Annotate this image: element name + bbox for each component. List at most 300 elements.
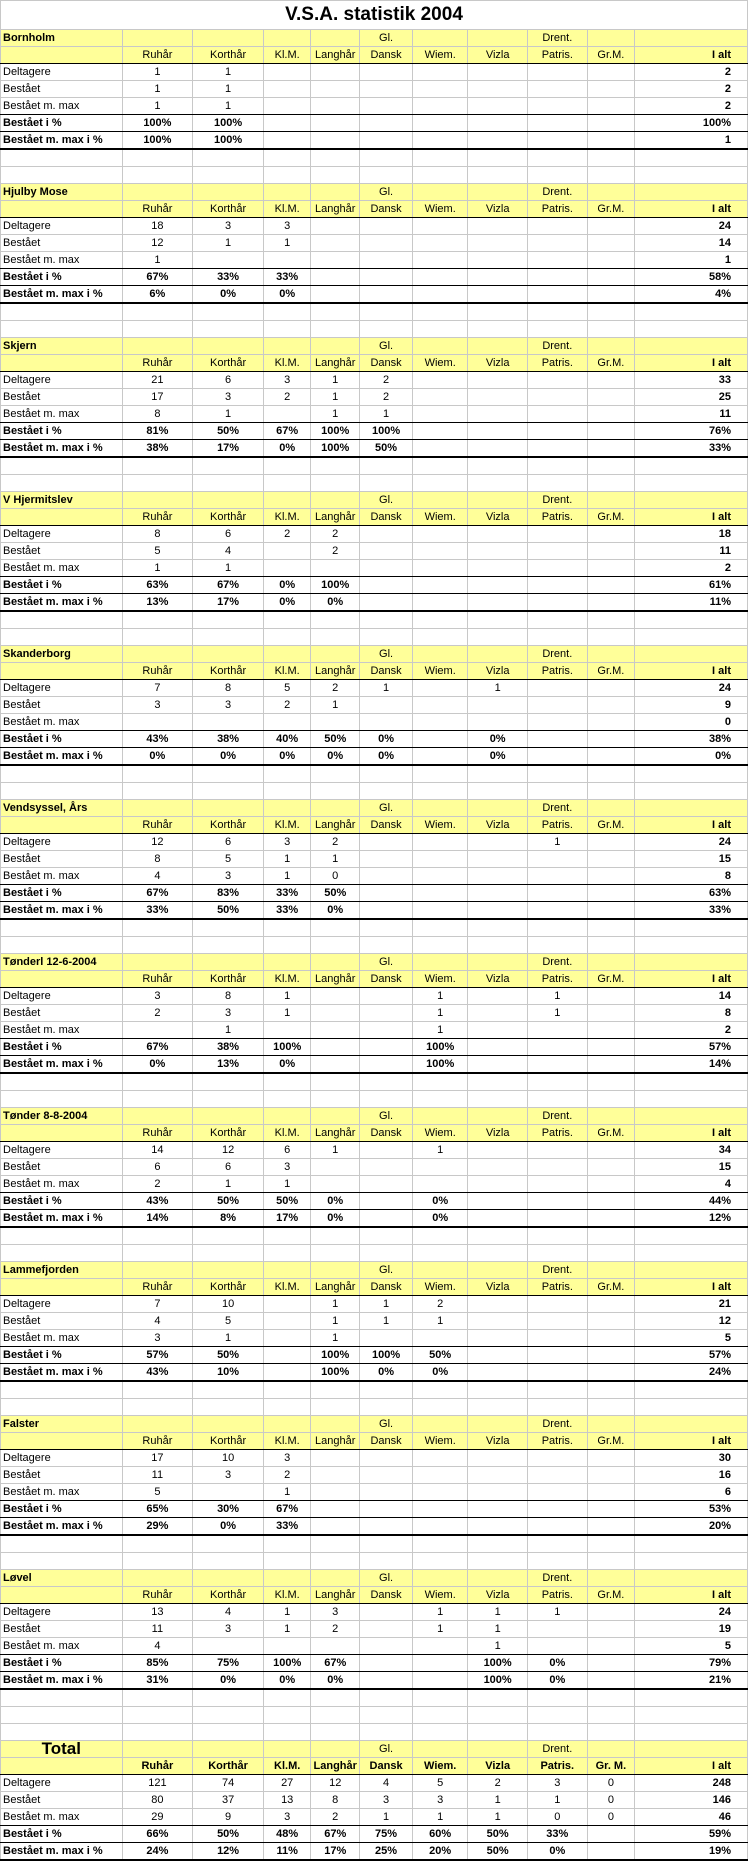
row-label[interactable]: Bestået (1, 1159, 123, 1176)
value-cell[interactable]: 1 (413, 1005, 468, 1022)
empty-cell[interactable] (1, 1689, 123, 1707)
empty-cell[interactable] (527, 919, 587, 937)
value-cell[interactable] (413, 868, 468, 885)
column-header-top[interactable] (122, 800, 193, 817)
column-header-top[interactable] (122, 1262, 193, 1279)
column-header[interactable]: Patris. (527, 817, 587, 834)
value-cell[interactable] (527, 714, 587, 731)
column-header[interactable]: Vizla (468, 201, 528, 218)
value-cell[interactable]: 0% (263, 440, 311, 458)
value-cell[interactable]: 63% (635, 885, 748, 902)
value-cell[interactable] (587, 697, 635, 714)
column-header[interactable]: I alt (635, 1279, 748, 1296)
value-cell[interactable]: 81% (122, 423, 193, 440)
empty-cell[interactable] (587, 475, 635, 492)
value-cell[interactable]: 33 (635, 372, 748, 389)
empty-cell[interactable] (635, 629, 748, 646)
value-cell[interactable] (468, 1501, 528, 1518)
column-header-top[interactable]: Gl. (360, 492, 413, 509)
column-header-top[interactable] (193, 646, 264, 663)
column-header-top[interactable] (193, 800, 264, 817)
value-cell[interactable]: 50% (193, 1347, 264, 1364)
value-cell[interactable] (468, 81, 528, 98)
value-cell[interactable] (587, 98, 635, 115)
empty-cell[interactable] (413, 149, 468, 167)
value-cell[interactable]: 4% (635, 286, 748, 304)
column-header[interactable]: Ruhår (122, 971, 193, 988)
empty-cell[interactable] (360, 167, 413, 184)
column-header[interactable]: Vizla (468, 971, 528, 988)
value-cell[interactable] (311, 1467, 360, 1484)
value-cell[interactable] (468, 714, 528, 731)
empty-cell[interactable] (360, 1399, 413, 1416)
value-cell[interactable] (468, 868, 528, 885)
empty-cell[interactable] (263, 475, 311, 492)
empty-cell[interactable] (193, 1399, 264, 1416)
value-cell[interactable] (263, 1638, 311, 1655)
value-cell[interactable] (527, 1501, 587, 1518)
empty-cell[interactable] (263, 1073, 311, 1091)
column-header-top[interactable] (413, 646, 468, 663)
empty-cell[interactable] (1, 1399, 123, 1416)
empty-cell[interactable] (122, 937, 193, 954)
value-cell[interactable] (527, 1296, 587, 1313)
column-header[interactable]: Wiem. (413, 1587, 468, 1604)
value-cell[interactable] (122, 714, 193, 731)
column-header-top[interactable]: Drent. (527, 954, 587, 971)
column-header[interactable]: Vizla (468, 1758, 528, 1775)
column-header-top[interactable]: Drent. (527, 338, 587, 355)
value-cell[interactable] (413, 697, 468, 714)
empty-cell[interactable] (527, 1381, 587, 1399)
column-header[interactable]: I alt (635, 355, 748, 372)
value-cell[interactable]: 30 (635, 1450, 748, 1467)
column-header-top[interactable] (263, 492, 311, 509)
value-cell[interactable] (360, 1193, 413, 1210)
value-cell[interactable]: 100% (360, 1347, 413, 1364)
value-cell[interactable]: 80 (122, 1792, 193, 1809)
empty-header-cell[interactable] (1, 355, 123, 372)
value-cell[interactable] (527, 868, 587, 885)
column-header-top[interactable] (311, 184, 360, 201)
value-cell[interactable] (360, 1484, 413, 1501)
value-cell[interactable]: 1 (193, 235, 264, 252)
value-cell[interactable]: 1 (263, 235, 311, 252)
value-cell[interactable] (468, 1039, 528, 1056)
value-cell[interactable]: 1 (311, 372, 360, 389)
value-cell[interactable] (360, 1022, 413, 1039)
column-header-top[interactable] (263, 184, 311, 201)
empty-cell[interactable] (635, 303, 748, 321)
value-cell[interactable] (468, 1467, 528, 1484)
value-cell[interactable]: 43% (122, 731, 193, 748)
empty-header-cell[interactable] (1, 201, 123, 218)
row-label[interactable]: Bestået (1, 851, 123, 868)
empty-cell[interactable] (413, 611, 468, 629)
column-header[interactable]: Gr.M. (587, 47, 635, 64)
value-cell[interactable] (527, 1056, 587, 1074)
empty-cell[interactable] (587, 937, 635, 954)
empty-cell[interactable] (193, 765, 264, 783)
value-cell[interactable] (413, 440, 468, 458)
value-cell[interactable] (193, 252, 264, 269)
value-cell[interactable] (360, 885, 413, 902)
value-cell[interactable]: 1 (413, 988, 468, 1005)
value-cell[interactable] (587, 1467, 635, 1484)
empty-cell[interactable] (122, 1724, 193, 1741)
empty-cell[interactable] (263, 919, 311, 937)
value-cell[interactable] (413, 851, 468, 868)
column-header[interactable]: Langhår (311, 201, 360, 218)
empty-cell[interactable] (360, 303, 413, 321)
row-label[interactable]: Bestået m. max (1, 868, 123, 885)
empty-cell[interactable] (263, 1381, 311, 1399)
empty-cell[interactable] (311, 1724, 360, 1741)
empty-cell[interactable] (122, 629, 193, 646)
empty-cell[interactable] (263, 1724, 311, 1741)
value-cell[interactable] (468, 64, 528, 81)
value-cell[interactable]: 100% (311, 440, 360, 458)
value-cell[interactable] (527, 286, 587, 304)
empty-cell[interactable] (468, 1535, 528, 1553)
column-header[interactable]: Patris. (527, 663, 587, 680)
value-cell[interactable]: 1 (468, 1809, 528, 1826)
value-cell[interactable]: 63% (122, 577, 193, 594)
value-cell[interactable]: 16 (635, 1467, 748, 1484)
column-header[interactable]: Langhår (311, 971, 360, 988)
value-cell[interactable]: 12 (122, 235, 193, 252)
empty-cell[interactable] (360, 783, 413, 800)
column-header-top[interactable] (587, 1416, 635, 1433)
empty-cell[interactable] (468, 919, 528, 937)
empty-cell[interactable] (193, 611, 264, 629)
empty-cell[interactable] (193, 1381, 264, 1399)
value-cell[interactable]: 3 (193, 697, 264, 714)
empty-header-cell[interactable] (1, 509, 123, 526)
section-name[interactable]: Lammefjorden (1, 1262, 123, 1279)
column-header-top[interactable] (413, 1416, 468, 1433)
value-cell[interactable]: 18 (635, 526, 748, 543)
row-label[interactable]: Bestået i % (1, 731, 123, 748)
column-header-top[interactable]: Drent. (527, 492, 587, 509)
value-cell[interactable]: 14 (635, 235, 748, 252)
value-cell[interactable]: 0% (360, 731, 413, 748)
value-cell[interactable]: 6% (122, 286, 193, 304)
empty-cell[interactable] (122, 1381, 193, 1399)
column-header[interactable]: Kl.M. (263, 355, 311, 372)
column-header-top[interactable] (635, 1741, 748, 1758)
empty-cell[interactable] (587, 149, 635, 167)
row-label[interactable]: Deltagere (1, 372, 123, 389)
value-cell[interactable]: 17% (193, 594, 264, 612)
empty-cell[interactable] (193, 303, 264, 321)
value-cell[interactable]: 1 (360, 1296, 413, 1313)
column-header[interactable]: Wiem. (413, 201, 468, 218)
value-cell[interactable] (360, 1210, 413, 1228)
column-header[interactable]: Gr.M. (587, 971, 635, 988)
empty-cell[interactable] (122, 1535, 193, 1553)
column-header-top[interactable]: Drent. (527, 800, 587, 817)
value-cell[interactable] (360, 577, 413, 594)
column-header-top[interactable] (587, 338, 635, 355)
value-cell[interactable] (587, 115, 635, 132)
empty-cell[interactable] (122, 611, 193, 629)
value-cell[interactable]: 5 (263, 680, 311, 697)
value-cell[interactable]: 1 (263, 988, 311, 1005)
empty-cell[interactable] (527, 783, 587, 800)
column-header-top[interactable] (635, 338, 748, 355)
value-cell[interactable]: 3 (193, 1005, 264, 1022)
value-cell[interactable] (263, 1347, 311, 1364)
empty-cell[interactable] (122, 1227, 193, 1245)
value-cell[interactable] (413, 1450, 468, 1467)
value-cell[interactable] (527, 1484, 587, 1501)
empty-cell[interactable] (122, 1245, 193, 1262)
column-header[interactable]: Korthår (193, 1125, 264, 1142)
empty-header-cell[interactable] (1, 663, 123, 680)
value-cell[interactable] (527, 1193, 587, 1210)
value-cell[interactable]: 0% (468, 731, 528, 748)
value-cell[interactable] (527, 1450, 587, 1467)
empty-cell[interactable] (413, 1399, 468, 1416)
value-cell[interactable] (413, 526, 468, 543)
value-cell[interactable] (468, 1347, 528, 1364)
value-cell[interactable]: 100% (263, 1655, 311, 1672)
column-header[interactable]: Korthår (193, 355, 264, 372)
value-cell[interactable] (468, 1176, 528, 1193)
value-cell[interactable] (587, 680, 635, 697)
column-header-top[interactable]: Drent. (527, 184, 587, 201)
value-cell[interactable]: 1 (413, 1313, 468, 1330)
column-header[interactable]: Dansk (360, 509, 413, 526)
column-header[interactable]: Ruhår (122, 663, 193, 680)
value-cell[interactable]: 15 (635, 851, 748, 868)
value-cell[interactable]: 0% (311, 594, 360, 612)
empty-cell[interactable] (263, 321, 311, 338)
row-label[interactable]: Bestået (1, 543, 123, 560)
column-header-top[interactable]: Drent. (527, 1741, 587, 1758)
column-header-top[interactable] (587, 1108, 635, 1125)
value-cell[interactable]: 43% (122, 1364, 193, 1382)
empty-cell[interactable] (635, 1689, 748, 1707)
value-cell[interactable] (413, 577, 468, 594)
column-header-top[interactable] (635, 184, 748, 201)
row-label[interactable]: Bestået m. max i % (1, 1056, 123, 1074)
value-cell[interactable]: 100% (468, 1672, 528, 1690)
value-cell[interactable] (263, 543, 311, 560)
empty-cell[interactable] (468, 765, 528, 783)
value-cell[interactable]: 48% (263, 1826, 311, 1843)
value-cell[interactable]: 4 (122, 1638, 193, 1655)
empty-cell[interactable] (311, 1399, 360, 1416)
column-header-top[interactable]: Gl. (360, 1570, 413, 1587)
empty-cell[interactable] (413, 1553, 468, 1570)
empty-cell[interactable] (311, 629, 360, 646)
column-header[interactable]: Patris. (527, 1433, 587, 1450)
value-cell[interactable]: 0% (263, 594, 311, 612)
value-cell[interactable] (587, 1501, 635, 1518)
column-header-top[interactable] (263, 1741, 311, 1758)
value-cell[interactable]: 3 (193, 1621, 264, 1638)
empty-cell[interactable] (263, 611, 311, 629)
value-cell[interactable] (468, 269, 528, 286)
value-cell[interactable]: 8 (122, 851, 193, 868)
value-cell[interactable] (413, 1672, 468, 1690)
column-header[interactable]: I alt (635, 1758, 748, 1775)
value-cell[interactable] (527, 560, 587, 577)
value-cell[interactable]: 6 (193, 1159, 264, 1176)
value-cell[interactable]: 3 (122, 988, 193, 1005)
empty-cell[interactable] (527, 167, 587, 184)
value-cell[interactable] (263, 1313, 311, 1330)
value-cell[interactable]: 0% (311, 1193, 360, 1210)
column-header-top[interactable]: Drent. (527, 1108, 587, 1125)
value-cell[interactable] (311, 115, 360, 132)
empty-cell[interactable] (635, 1073, 748, 1091)
value-cell[interactable]: 1 (311, 389, 360, 406)
row-label[interactable]: Bestået (1, 697, 123, 714)
column-header[interactable]: Ruhår (122, 509, 193, 526)
empty-cell[interactable] (1, 783, 123, 800)
empty-cell[interactable] (311, 1553, 360, 1570)
empty-cell[interactable] (311, 1535, 360, 1553)
value-cell[interactable] (587, 1210, 635, 1228)
value-cell[interactable]: 67% (193, 577, 264, 594)
column-header-top[interactable] (122, 954, 193, 971)
value-cell[interactable]: 1 (193, 1022, 264, 1039)
value-cell[interactable]: 37 (193, 1792, 264, 1809)
empty-cell[interactable] (360, 1073, 413, 1091)
value-cell[interactable]: 0 (587, 1775, 635, 1792)
empty-cell[interactable] (122, 1073, 193, 1091)
value-cell[interactable]: 67% (311, 1655, 360, 1672)
row-label[interactable]: Bestået m. max i % (1, 1518, 123, 1536)
column-header[interactable]: Korthår (193, 47, 264, 64)
column-header-top[interactable] (587, 800, 635, 817)
value-cell[interactable]: 1 (263, 1621, 311, 1638)
value-cell[interactable]: 75% (360, 1826, 413, 1843)
value-cell[interactable] (587, 1159, 635, 1176)
empty-cell[interactable] (587, 629, 635, 646)
value-cell[interactable] (413, 731, 468, 748)
column-header[interactable]: Kl.M. (263, 1433, 311, 1450)
value-cell[interactable] (311, 286, 360, 304)
value-cell[interactable] (587, 851, 635, 868)
value-cell[interactable]: 0% (360, 748, 413, 766)
column-header-top[interactable]: Drent. (527, 1570, 587, 1587)
value-cell[interactable]: 100% (122, 132, 193, 150)
column-header-top[interactable] (193, 492, 264, 509)
value-cell[interactable] (587, 269, 635, 286)
value-cell[interactable] (587, 1347, 635, 1364)
empty-cell[interactable] (527, 1399, 587, 1416)
value-cell[interactable]: 74 (193, 1775, 264, 1792)
value-cell[interactable] (193, 1484, 264, 1501)
page-title[interactable]: V.S.A. statistik 2004 (1, 1, 748, 30)
value-cell[interactable] (468, 885, 528, 902)
column-header-top[interactable] (311, 954, 360, 971)
empty-cell[interactable] (1, 1724, 123, 1741)
value-cell[interactable] (413, 1518, 468, 1536)
value-cell[interactable] (360, 594, 413, 612)
empty-cell[interactable] (635, 1553, 748, 1570)
column-header-top[interactable] (311, 800, 360, 817)
value-cell[interactable] (413, 406, 468, 423)
empty-cell[interactable] (263, 457, 311, 475)
value-cell[interactable] (468, 577, 528, 594)
empty-header-cell[interactable] (1, 817, 123, 834)
column-header-top[interactable]: Gl. (360, 1262, 413, 1279)
column-header-top[interactable] (587, 1741, 635, 1758)
column-header-top[interactable] (311, 1108, 360, 1125)
value-cell[interactable]: 65% (122, 1501, 193, 1518)
value-cell[interactable] (413, 235, 468, 252)
column-header-top[interactable] (587, 492, 635, 509)
empty-cell[interactable] (360, 321, 413, 338)
empty-cell[interactable] (468, 1073, 528, 1091)
row-label[interactable]: Bestået i % (1, 115, 123, 132)
column-header-top[interactable] (635, 1416, 748, 1433)
value-cell[interactable]: 5 (122, 543, 193, 560)
value-cell[interactable] (587, 81, 635, 98)
column-header[interactable]: Vizla (468, 1433, 528, 1450)
column-header-top[interactable]: Gl. (360, 954, 413, 971)
row-label[interactable]: Bestået (1, 389, 123, 406)
value-cell[interactable] (527, 1022, 587, 1039)
column-header-top[interactable] (468, 184, 528, 201)
value-cell[interactable]: 0% (527, 1843, 587, 1861)
value-cell[interactable]: 100% (122, 115, 193, 132)
value-cell[interactable] (360, 132, 413, 150)
empty-cell[interactable] (468, 1707, 528, 1724)
column-header-top[interactable] (635, 1570, 748, 1587)
empty-cell[interactable] (122, 303, 193, 321)
empty-cell[interactable] (193, 937, 264, 954)
value-cell[interactable] (587, 1655, 635, 1672)
value-cell[interactable] (311, 560, 360, 577)
empty-cell[interactable] (360, 629, 413, 646)
value-cell[interactable] (587, 252, 635, 269)
value-cell[interactable]: 100% (311, 1347, 360, 1364)
value-cell[interactable] (527, 423, 587, 440)
value-cell[interactable] (468, 1330, 528, 1347)
value-cell[interactable] (468, 1484, 528, 1501)
column-header-top[interactable] (122, 338, 193, 355)
column-header[interactable]: Kl.M. (263, 817, 311, 834)
value-cell[interactable]: 100% (311, 577, 360, 594)
value-cell[interactable]: 33% (635, 440, 748, 458)
column-header[interactable]: Patris. (527, 971, 587, 988)
value-cell[interactable]: 2 (635, 64, 748, 81)
empty-header-cell[interactable] (1, 1587, 123, 1604)
empty-cell[interactable] (413, 937, 468, 954)
value-cell[interactable]: 2 (122, 1005, 193, 1022)
value-cell[interactable] (468, 132, 528, 150)
empty-header-cell[interactable] (1, 1125, 123, 1142)
empty-cell[interactable] (413, 783, 468, 800)
empty-cell[interactable] (635, 937, 748, 954)
empty-cell[interactable] (587, 1227, 635, 1245)
value-cell[interactable] (468, 560, 528, 577)
value-cell[interactable]: 33% (122, 902, 193, 920)
column-header-top[interactable]: Gl. (360, 800, 413, 817)
empty-cell[interactable] (587, 1724, 635, 1741)
value-cell[interactable]: 50% (360, 440, 413, 458)
empty-cell[interactable] (122, 1553, 193, 1570)
value-cell[interactable] (527, 1210, 587, 1228)
column-header[interactable]: Ruhår (122, 1125, 193, 1142)
value-cell[interactable]: 8 (122, 406, 193, 423)
